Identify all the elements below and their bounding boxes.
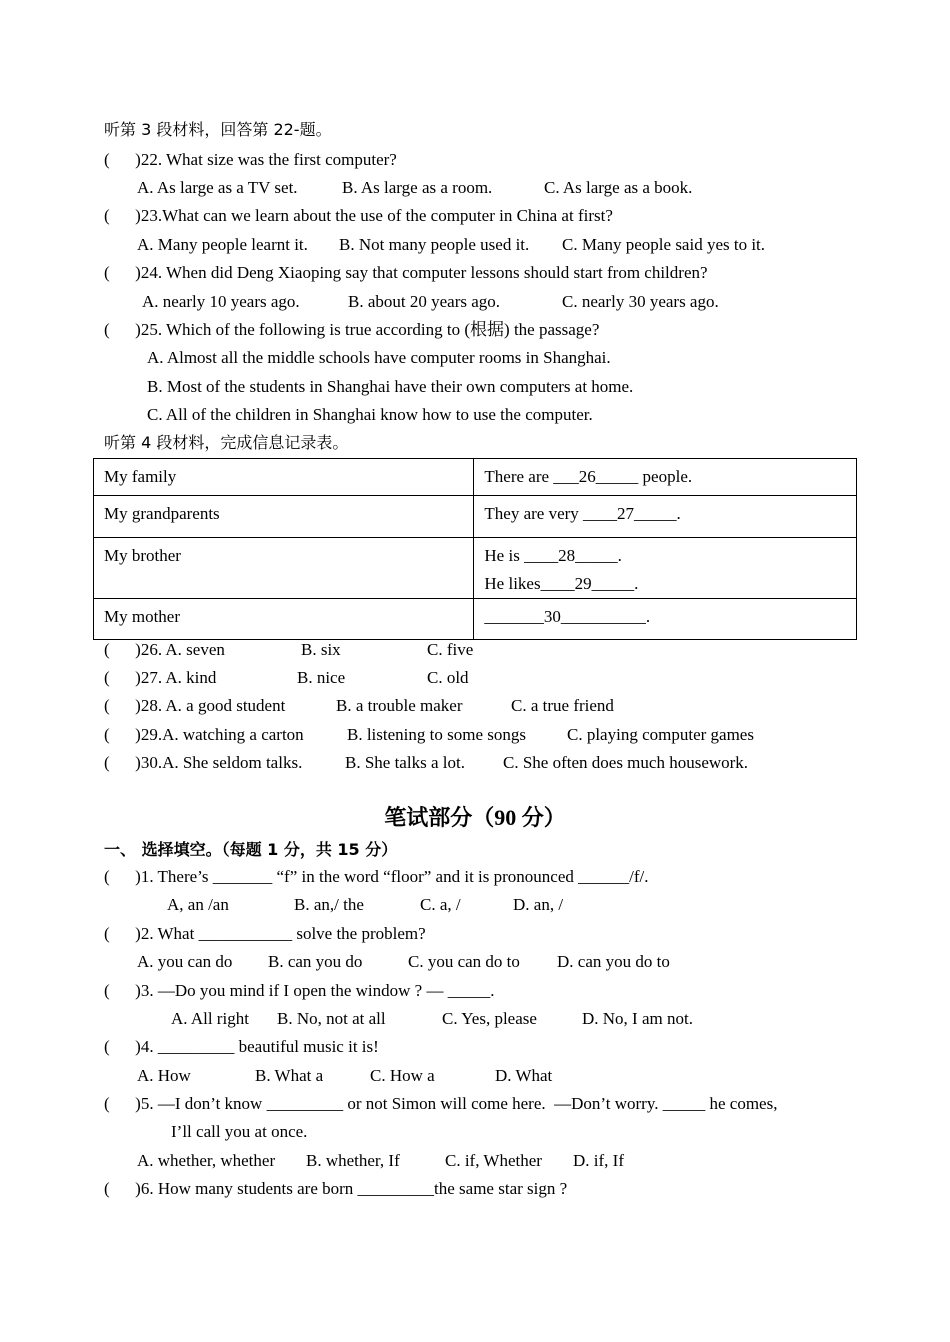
written-q3-option-c: C. Yes, please	[442, 1009, 537, 1028]
question-22-option-a: A. As large as a TV set.	[137, 178, 298, 197]
table-cell-label: My family	[94, 459, 474, 496]
info-record-table	[93, 458, 857, 640]
question-22-option-b: B. As large as a room.	[342, 178, 493, 197]
question-26-option-c: C. five	[427, 640, 474, 659]
written-q1-stem: ( )1. There’s _______ “f” in the word “floor” and it is pronounced ______/f/.	[104, 867, 649, 886]
written-q4-option-b: B. What a	[255, 1066, 324, 1085]
written-q2-option-a: A. you can do	[137, 952, 233, 971]
table-cell-line: He likes____29_____.	[484, 574, 639, 593]
question-30-option-c: C. She often does much housework.	[503, 753, 749, 772]
question-23-option-c: C. Many people said yes to it.	[562, 235, 766, 254]
table-cell-value: _______30__________.	[474, 599, 857, 640]
question-22-stem: ( )22. What size was the first computer?	[104, 150, 397, 169]
section4-header: 听第 4 段材料，完成信息记录表。	[104, 433, 349, 452]
question-28-stem: ( )28. A. a good student	[104, 696, 286, 715]
table-row	[94, 459, 857, 496]
written-q5-option-c: C. if, Whether	[445, 1151, 542, 1170]
question-29-option-b: B. listening to some songs	[347, 725, 526, 744]
question-28-option-b: B. a trouble maker	[336, 696, 463, 715]
question-23-option-a: A. Many people learnt it.	[137, 235, 308, 254]
written-q1-option-d: D. an, /	[513, 895, 564, 914]
written-q1-option-a: A, an /an	[167, 895, 229, 914]
section3-header: 听第 3 段材料，回答第 22-题。	[104, 120, 332, 139]
question-27-stem: ( )27. A. kind	[104, 668, 217, 687]
written-q3-stem: ( )3. —Do you mind if I open the window ? — _____.	[104, 981, 495, 1000]
written-q3-option-b: B. No, not at all	[277, 1009, 386, 1028]
question-24-stem: ( )24. When did Deng Xiaoping say that computer lessons should start from children?	[104, 263, 708, 282]
written-q4-option-a: A. How	[137, 1066, 191, 1085]
question-28-option-c: C. a true friend	[511, 696, 614, 715]
written-q5-option-b: B. whether, If	[306, 1151, 400, 1170]
question-22-option-c: C. As large as a book.	[544, 178, 693, 197]
question-25-option-b: B. Most of the students in Shanghai have their own computers at home.	[147, 377, 634, 396]
written-q5-option-d: D. if, If	[573, 1151, 624, 1170]
written-q4-option-d: D. What	[495, 1066, 553, 1085]
written-q2-option-d: D. can you do to	[557, 952, 670, 971]
table-cell-label: My brother	[94, 538, 474, 599]
question-25-stem: ( )25. Which of the following is true according to (根据) the passage?	[104, 320, 600, 339]
question-27-option-c: C. old	[427, 668, 469, 687]
question-30-option-b: B. She talks a lot.	[345, 753, 465, 772]
written-q3-option-a: A. All right	[171, 1009, 249, 1028]
written-q5-option-a: A. whether, whether	[137, 1151, 276, 1170]
written-q3-option-d: D. No, I am not.	[582, 1009, 693, 1028]
written-q1-option-b: B. an,/ the	[294, 895, 364, 914]
written-q2-stem: ( )2. What ___________ solve the problem?	[104, 924, 426, 943]
table-cell-value: There are ___26_____ people.	[474, 459, 857, 496]
written-q5-stem-continued: I’ll call you at once.	[171, 1122, 308, 1141]
table-row	[94, 599, 857, 640]
written-q2-option-b: B. can you do	[268, 952, 363, 971]
written-q4-stem: ( )4. _________ beautiful music it is!	[104, 1037, 379, 1056]
question-30-stem: ( )30.A. She seldom talks.	[104, 753, 303, 772]
table-cell-value	[474, 538, 857, 599]
question-24-option-a: A. nearly 10 years ago.	[142, 292, 300, 311]
question-23-stem: ( )23.What can we learn about the use of the computer in China at first?	[104, 206, 613, 225]
written-q1-option-c: C. a, /	[420, 895, 461, 914]
written-q6-stem: ( )6. How many students are born _________the same star sign ?	[104, 1179, 568, 1198]
table-cell-line: He is ____28_____.	[484, 546, 622, 565]
written-q4-option-c: C. How a	[370, 1066, 435, 1085]
question-23-option-b: B. Not many people used it.	[339, 235, 530, 254]
written-section-title: 笔试部分（90 分）	[384, 805, 566, 830]
part1-header: 一、 选择填空。（每题 1 分，共 15 分）	[104, 840, 398, 859]
table-row	[94, 496, 857, 538]
question-24-option-c: C. nearly 30 years ago.	[562, 292, 719, 311]
written-q5-stem: ( )5. —I don’t know _________ or not Simon will come here. —Don’t worry. _____ he comes,	[104, 1094, 778, 1113]
table-cell-label: My grandparents	[94, 496, 474, 538]
question-25-option-c: C. All of the children in Shanghai know how to use the computer.	[147, 405, 593, 424]
written-q2-option-c: C. you can do to	[408, 952, 520, 971]
question-29-option-c: C. playing computer games	[567, 725, 754, 744]
question-27-option-b: B. nice	[297, 668, 346, 687]
table-cell-value: They are very ____27_____.	[474, 496, 857, 538]
table-row	[94, 538, 857, 599]
question-25-option-a: A. Almost all the middle schools have computer rooms in Shanghai.	[147, 348, 611, 367]
question-26-option-b: B. six	[301, 640, 341, 659]
question-29-stem: ( )29.A. watching a carton	[104, 725, 304, 744]
question-26-stem: ( )26. A. seven	[104, 640, 225, 659]
question-24-option-b: B. about 20 years ago.	[348, 292, 501, 311]
table-cell-label: My mother	[94, 599, 474, 640]
